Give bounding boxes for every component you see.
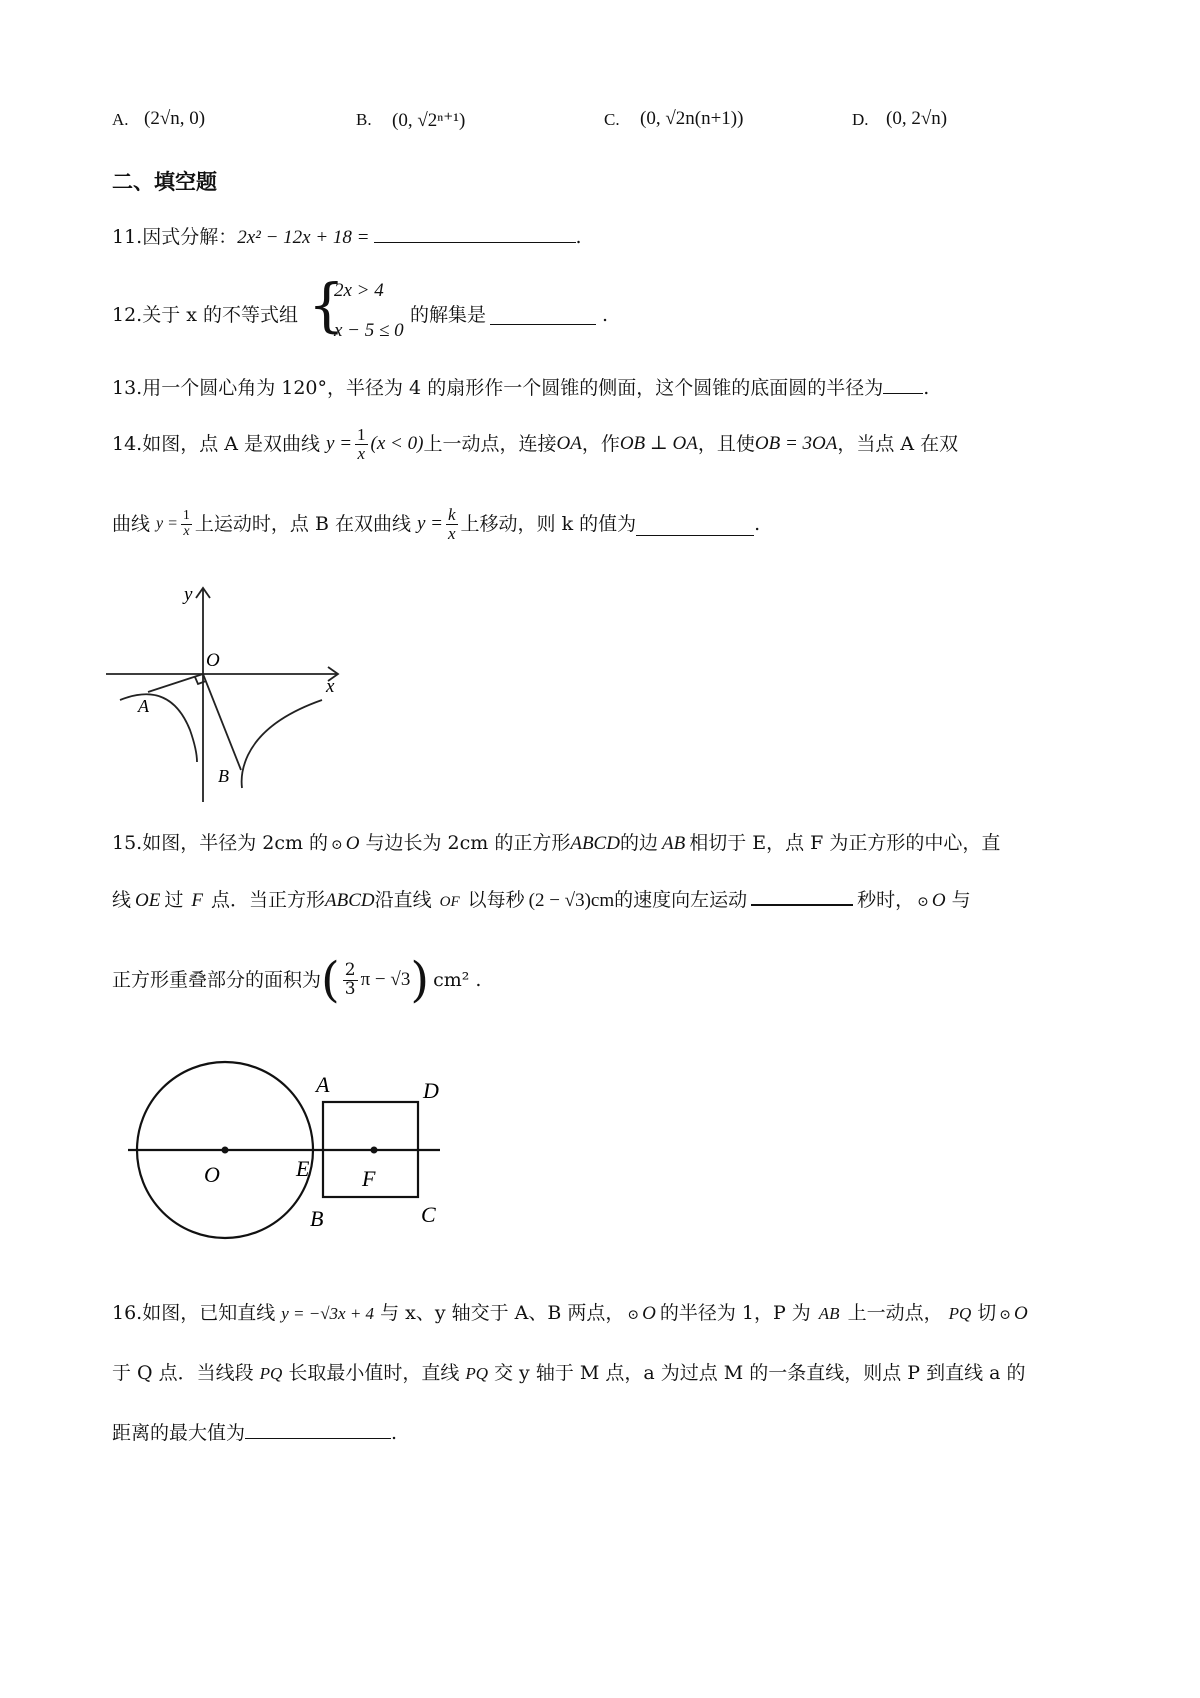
option-d-letter: D. — [852, 110, 869, 129]
option-c-text: (0, √2n(n+1)) — [640, 108, 744, 129]
q14-text-2: 上一动点，连接 — [423, 432, 557, 455]
q14-y-eq-2: y = — [156, 515, 178, 533]
q14-frac2-num: 1 — [182, 507, 190, 523]
q13-answer-blank[interactable] — [883, 377, 923, 394]
option-b-text: (0, √2ⁿ⁺¹) — [392, 110, 466, 131]
q12-end: . — [602, 304, 609, 326]
q15-circ: ⊙ — [331, 837, 343, 853]
fig15-label-o: O — [204, 1162, 220, 1187]
fig14-right-branch — [242, 700, 322, 788]
figure-15-circle-square — [116, 1050, 456, 1260]
question-14-line-2 — [112, 496, 760, 552]
q14-text-1: 14.如图，点 A 是双曲线 — [112, 432, 321, 455]
q14-answer-blank[interactable] — [636, 519, 754, 536]
q12-ineq-1: 2x > 4 — [334, 280, 384, 301]
q15-answer-blank[interactable] — [751, 888, 853, 906]
q14-text-8: 上移动，则 k 的值为 — [460, 512, 637, 535]
q14-text-7: 上运动时，点 B 在双曲线 — [194, 512, 411, 535]
q15-oe: OE — [135, 890, 161, 911]
q15-text-3: 的边 — [619, 832, 658, 854]
q15-abcd: ABCD — [570, 833, 620, 854]
q15-paren-open: ( — [321, 952, 340, 1008]
fig14-segment-oa — [148, 674, 203, 692]
q16-text-6: 于 Q 点．当线段 — [112, 1362, 254, 1384]
q15-end: . — [475, 968, 482, 991]
option-c-letter: C. — [604, 110, 620, 129]
q16-pq: PQ — [948, 1304, 972, 1323]
q14-fraction-3 — [446, 506, 458, 543]
q15-abcd-2: ABCD — [324, 890, 375, 911]
option-b-letter: B. — [356, 110, 372, 129]
q16-text-2: 与 x、y 轴交于 A、B 两点， — [380, 1302, 625, 1324]
q15-area-fraction — [343, 959, 358, 999]
q12-answer-blank[interactable] — [490, 308, 596, 325]
fig15-label-e: E — [296, 1156, 310, 1181]
q14-perp: OB ⊥ OA — [619, 432, 698, 454]
fig15-label-f: F — [362, 1166, 376, 1191]
fig14-label-b: B — [218, 766, 229, 786]
q16-text-8: 交 y 轴于 M 点，a 为过点 M 的一条直线，则点 P 到直线 a 的 — [494, 1362, 1026, 1384]
q14-text-5: ，当点 A 在双 — [837, 432, 959, 455]
q11-answer-blank[interactable] — [374, 226, 576, 243]
q13-text: 13.用一个圆心角为 120°，半径为 4 的扇形作一个圆锥的侧面，这个圆锥的底面圆的半径为 — [112, 377, 884, 399]
q16-circ: ⊙ — [627, 1307, 640, 1323]
q14-y-eq: y = — [326, 432, 353, 454]
fig14-label-o: O — [206, 650, 220, 671]
q14-cond: (x < 0) — [370, 432, 424, 454]
q15-text-4: 相切于 E，点 F 为正方形的中心，直 — [689, 832, 1001, 854]
q16-line-eq: y = −√3x + 4 — [281, 1304, 375, 1323]
q16-text-7: 长取最小值时，直线 — [288, 1362, 460, 1384]
fig14-label-y: y — [184, 584, 193, 605]
fig14-label-x: x — [326, 676, 335, 697]
q15-text-1: 15.如图，半径为 2cm 的 — [112, 832, 329, 854]
q15-text-11: 秒时， — [857, 889, 915, 911]
q15-f: F — [191, 890, 203, 911]
q15-speed: (2 − √3)cm — [528, 890, 615, 911]
figure-14-hyperbola — [100, 580, 360, 820]
q11-prefix: 11.因式分解： — [112, 226, 238, 248]
question-15-line-2 — [112, 888, 971, 913]
q12-brace: { — [308, 271, 345, 339]
fig15-label-a: A — [316, 1072, 330, 1097]
q15-o: O — [345, 833, 360, 854]
options-row — [0, 106, 1200, 140]
fig15-label-b: B — [310, 1206, 324, 1231]
q14-frac3-num: k — [447, 504, 456, 524]
q16-circ-2: ⊙ — [999, 1307, 1011, 1323]
fig15-center-o — [222, 1147, 229, 1154]
question-13 — [112, 377, 929, 400]
q13-end: . — [923, 377, 930, 399]
q15-text-10: 的速度向左运动 — [614, 889, 748, 911]
fig14-label-a: A — [138, 696, 149, 716]
fig14-left-branch — [120, 694, 197, 762]
question-16-line-2 — [112, 1362, 1026, 1385]
q15-text-2: 与边长为 2cm 的正方形 — [365, 832, 571, 854]
question-15-line-3 — [112, 950, 481, 1010]
q14-frac1-num: 1 — [357, 424, 366, 444]
q15-of: OF — [439, 894, 460, 910]
q16-text-5: 切 — [977, 1302, 997, 1324]
q16-ab: AB — [818, 1304, 840, 1323]
q14-text-4: ，且使 — [697, 432, 755, 455]
q15-text-7: 点．当正方形 — [210, 889, 325, 911]
q15-text-13: 正方形重叠部分的面积为 — [112, 968, 322, 991]
q14-text-3: ，作 — [581, 432, 620, 455]
q16-text-1: 16.如图，已知直线 — [112, 1302, 276, 1324]
q16-o-2: O — [1014, 1303, 1028, 1324]
q16-pq-3: PQ — [465, 1364, 489, 1383]
q11-end: . — [575, 226, 582, 248]
q16-text-9: 距离的最大值为 — [112, 1422, 246, 1444]
fig15-label-c: C — [421, 1202, 436, 1227]
question-16-line-3 — [112, 1422, 397, 1445]
option-a-text: (2√n, 0) — [144, 108, 206, 129]
q15-area-num: 2 — [344, 959, 356, 980]
q15-text-12: 与 — [951, 889, 971, 911]
question-11 — [112, 226, 582, 250]
q15-o-2: O — [931, 890, 946, 911]
q16-o: O — [642, 1303, 656, 1324]
q16-text-4: 上一动点， — [847, 1302, 943, 1324]
q16-answer-blank[interactable] — [245, 1422, 391, 1439]
q14-fraction-2 — [181, 509, 192, 539]
q14-end: . — [754, 512, 761, 535]
question-14-line-1 — [112, 416, 958, 472]
q12-suffix: 的解集是 — [410, 304, 487, 326]
fig14-segment-ob — [203, 674, 241, 770]
q14-frac1-den: x — [357, 443, 366, 463]
q14-fraction-1 — [355, 426, 368, 463]
q14-eq: OB = 3OA — [754, 432, 838, 454]
q15-text-6: 过 — [164, 889, 184, 911]
fig15-label-d: D — [423, 1078, 439, 1103]
q12-ineq-2: x − 5 ≤ 0 — [334, 320, 404, 341]
q15-area-den: 3 — [344, 978, 356, 999]
q15-circ-2: ⊙ — [917, 894, 929, 910]
q15-text-5: 线 — [112, 889, 132, 911]
question-12 — [112, 271, 1012, 348]
q16-end: . — [391, 1422, 398, 1444]
question-15-line-1 — [112, 832, 1000, 856]
question-16-line-1 — [112, 1302, 1028, 1326]
q14-y-eq-3: y = — [416, 512, 443, 534]
q14-oa: OA — [556, 432, 582, 454]
q12-prefix: 12.关于 x 的不等式组 — [112, 304, 299, 326]
option-a-letter: A. — [112, 110, 129, 129]
q15-unit: cm² — [433, 968, 470, 991]
q15-paren-close: ) — [410, 952, 430, 1008]
q15-area-rest: π − √3 — [360, 968, 411, 990]
fig15-center-f — [371, 1147, 378, 1154]
q15-ab: AB — [661, 833, 686, 854]
q14-text-6: 曲线 — [112, 512, 151, 535]
option-d-text: (0, 2√n) — [886, 108, 948, 129]
q16-pq-2: PQ — [259, 1364, 283, 1383]
q15-text-8: 沿直线 — [374, 889, 432, 911]
q14-frac3-den: x — [447, 523, 456, 543]
q14-frac2-den: x — [183, 523, 190, 539]
q15-text-9: 以每秒 — [467, 889, 525, 911]
section-title: 二、填空题 — [112, 169, 217, 194]
q16-text-3: 的半径为 1，P 为 — [659, 1302, 811, 1324]
q11-expr: 2x² − 12x + 18 = — [237, 227, 370, 248]
